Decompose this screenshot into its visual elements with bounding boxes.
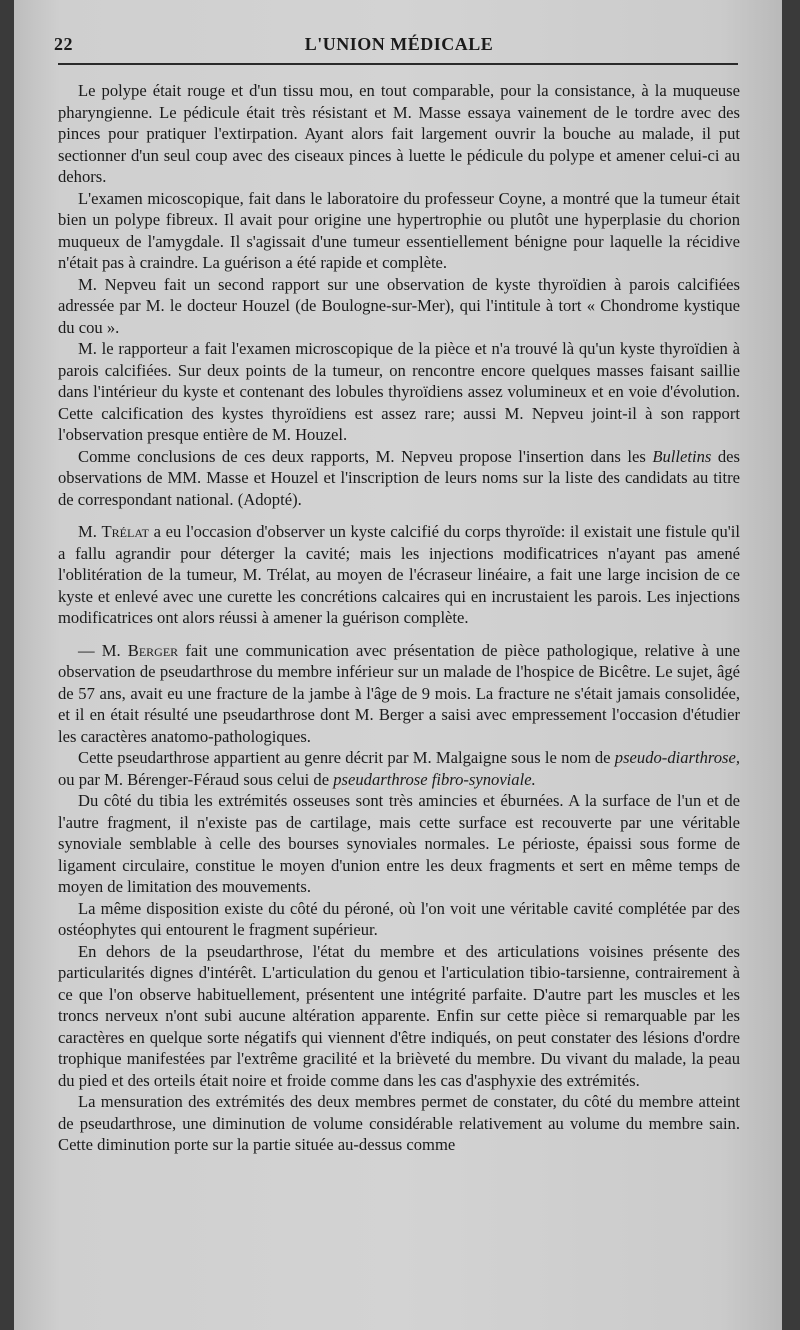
page-number: 22 xyxy=(54,34,73,54)
paragraph-9 xyxy=(58,790,740,898)
header-rule xyxy=(58,63,738,65)
paragraph-text: M. Nepveu fait un second rapport sur une observation de kyste thyroïdien à parois calcifiées adressée par M. le docteur Houzel (de Boulogne-sur-Mer), qui l'intitule à tort « Chondrome kystique du cou ». xyxy=(58,274,740,337)
author-name: Berger xyxy=(127,640,179,660)
italic-title: Bulletins xyxy=(652,446,712,466)
italic-term: pseudo-diarthrose, xyxy=(614,748,740,767)
paragraph-2 xyxy=(58,188,740,274)
paragraph-text: En dehors de la pseudarthrose, l'état du membre et des articulations voisines présente des particularités dignes d'intérêt. L'articulation du genou et l'articulation tibio-tarsienne, contrairement à ce que l'on observe habituellement, présentent une intégrité parfaite. D'autre part les muscles et les troncs nerveux n'ont subi aucune altération apparente. Enfin sur cette pièce si remarquable par les caractères en quelque sorte négatifs qui viennent d'être indiqués, on peut constater des lésions d'ordre trophique manifestées par l'extrême gracilité et la brièveté du membre. Du vivant du malade, la peau du pied et des orteils était noire et froide comme dans les cas d'asphyxie des extrémités. xyxy=(58,941,740,1090)
paragraph-text: M. xyxy=(78,522,102,541)
paragraph-text: des observations de MM. Masse et Houzel et l'inscription de leurs noms sur la liste des candidats au titre de correspondant national. (Adopté). xyxy=(58,446,740,509)
paragraph-text: La mensuration des extrémités des deux membres permet de constater, du côté du membre atteint de pseudarthrose, une diminution de volume considérable relativement au volume du membre sain. Cette diminution porte sur la partie située au-dessus comme xyxy=(58,1092,740,1154)
author-name: Trélat xyxy=(101,522,150,541)
italic-term: pseudarthrose fibro-synoviale. xyxy=(333,769,536,789)
paragraph-text: L'examen micoscopique, fait dans le laboratoire du professeur Coyne, a montré que la tumeur était bien un polype fibreux. Il avait pour origine une hypertrophie ou plutôt une hyperplasie du chorion muqueux de l'amygdale. Il s'agissait d'une tumeur essentiellement bénigne pour laquelle la récidive n'était pas à craindre. La guérison a été rapide et complète. xyxy=(58,188,740,272)
paragraph-8 xyxy=(58,747,740,790)
paragraph-12 xyxy=(58,1091,740,1156)
paragraph-1 xyxy=(58,80,740,188)
paragraph-10 xyxy=(58,898,740,941)
paragraph-text: — M. xyxy=(78,640,128,660)
paragraph-11 xyxy=(58,941,740,1092)
paragraph-text: Du côté du tibia les extrémités osseuses sont très amincies et éburnées. A la surface de l'un et de l'autre fragment, il n'existe pas de cartilage, mais cette surface est recouverte par une véritable synoviale semblable à celle des bourses synoviales normales. Le périoste, épaissi sous forme de ligament circulaire, constitue le moyen d'union entre les deux fragments et sert en même temps de moyen de limitation des mouvements. xyxy=(58,791,740,896)
paragraph-5 xyxy=(58,446,740,511)
paragraph-text: ou par M. Bérenger-Féraud sous celui de xyxy=(58,769,334,789)
paragraph-3 xyxy=(58,274,740,339)
paragraph-text: Cette pseudarthrose appartient au genre décrit par M. Malgaigne sous le nom de xyxy=(78,748,615,767)
paragraph-text: Le polype était rouge et d'un tissu mou, en tout comparable, pour la consistance, à la muqueuse pharyngienne. Le pédicule était très résistant et M. Masse essaya vainement de le tordre avec des pinces pour pratiquer l'extirpation. Ayant alors fait largement ouvrir la bouche au malade, il put sectionner d'un seul coup avec des ciseaux pinces à luette le pédicule du polype et amener celui-ci au dehors. xyxy=(58,81,740,186)
article-body xyxy=(58,80,740,1156)
paragraph-4 xyxy=(58,338,740,446)
running-title: L'UNION MÉDICALE xyxy=(304,34,494,54)
paragraph-7 xyxy=(58,640,740,748)
paragraph-text: a eu l'occasion d'observer un kyste calcifié du corps thyroïde: il existait une fistule qu'il a fallu agrandir pour déterger la cavité; mais les injections modificatrices n'ayant pas amené l'oblitération de la tumeur, M. Trélat, au moyen de l'écraseur linéaire, a fait une large incision de ce kyste et enlevé avec une curette les concrétions calcaires qui en incrustaient les parois. Les injections modificatrices ont alors réussi à amener la guérison complète. xyxy=(58,522,740,627)
paragraph-text: M. le rapporteur a fait l'examen microscopique de la pièce et n'a trouvé là qu'un kyste thyroïdien à parois calcifiées. Sur deux points de la tumeur, on rencontre encore quelques masses faisant saillie dans l'intérieur du kyste et contenant des lobules thyroïdiens assez volumineux et en voie d'évolution. Cette calcification des kystes thyroïdiens est assez rare; aussi M. Nepveu joint-il à son rapport l'observation presque entière de M. Houzel. xyxy=(58,339,740,444)
paragraph-text: Comme conclusions de ces deux rapports, M. Nepveu propose l'insertion dans les xyxy=(78,446,653,466)
paragraph-6 xyxy=(58,521,740,629)
paragraph-text: La même disposition existe du côté du péroné, où l'on voit une véritable cavité complétée par des ostéophytes qui entourent le fragment supérieur. xyxy=(58,898,740,939)
journal-page xyxy=(14,0,782,1330)
page-header xyxy=(54,34,744,56)
paragraph-text: fait une communication avec présentation de pièce pathologique, relative à une observation de pseudarthrose du membre inférieur sur un malade de l'hospice de Bicêtre. Le sujet, âgé de 57 ans, avait eu une fracture de la jambe à l'âge de 9 mois. La fracture ne s'était jamais consolidée, et il en était résulté une pseudarthrose dont M. Berger a saisi avec empressement l'occasion d'étudier les caractères anatomo-pathologiques. xyxy=(58,640,740,746)
